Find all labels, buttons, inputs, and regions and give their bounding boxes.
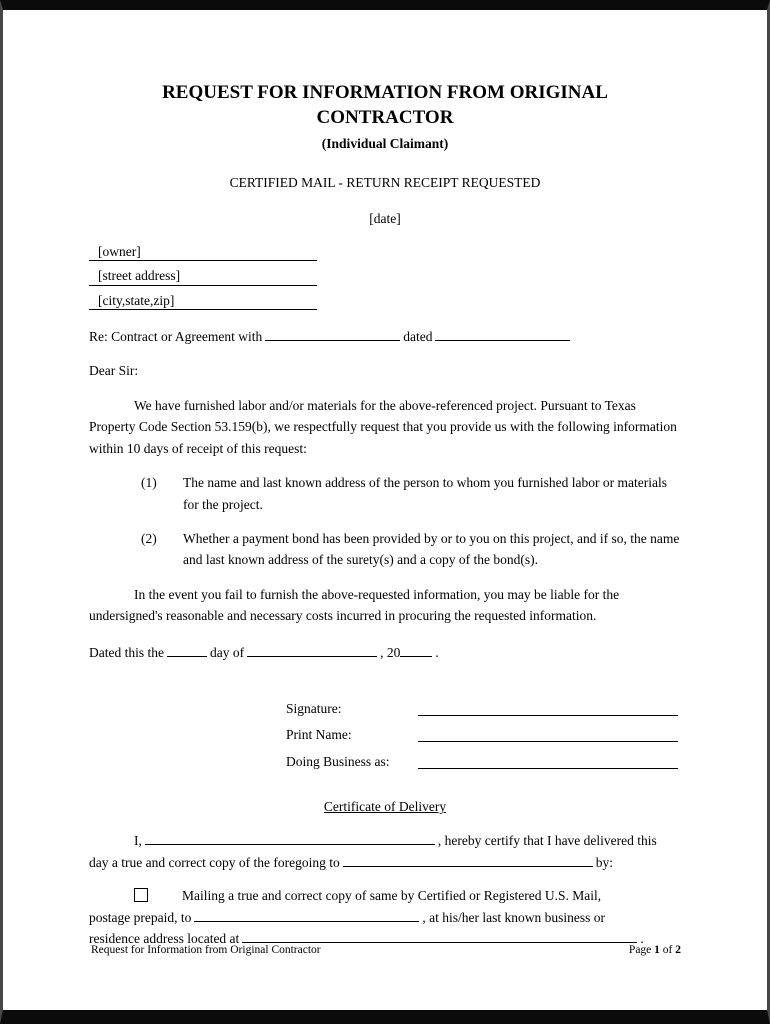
list-item-2-text: Whether a payment bond has been provided by or to you on this project, and if so, the name and last known address of the surety(s) and a copy of the bond(s). bbox=[183, 530, 680, 568]
signature-row bbox=[286, 698, 681, 720]
doing-business-as-label: Doing Business as: bbox=[286, 753, 390, 769]
contract-with-blank bbox=[265, 329, 400, 341]
signature-label: Signature: bbox=[286, 700, 342, 716]
list-item-2-number: (2) bbox=[141, 530, 157, 546]
certificate-line-2 bbox=[89, 852, 681, 874]
certificate-i-text: I, bbox=[134, 832, 142, 848]
re-line-text: Re: Contract or Agreement with bbox=[89, 329, 263, 345]
address-row-owner bbox=[89, 245, 681, 262]
mailing-checkbox bbox=[134, 888, 148, 902]
document-subtitle: (Individual Claimant) bbox=[321, 136, 449, 152]
document-title bbox=[89, 80, 681, 130]
mailing-text-3: , at his/her last known business or bbox=[422, 909, 605, 925]
dated-year-blank bbox=[400, 645, 432, 657]
document-content bbox=[3, 80, 767, 950]
certifier-name-blank bbox=[145, 833, 435, 845]
mailing-text-2: postage prepaid, to bbox=[89, 909, 192, 925]
doing-business-as-blank bbox=[418, 751, 678, 769]
footer-page-number: 1 bbox=[654, 943, 660, 956]
signature-blank bbox=[418, 698, 678, 716]
footer-page-total: 2 bbox=[675, 943, 681, 956]
document-title-line2: CONTRACTOR bbox=[316, 107, 454, 129]
re-line bbox=[89, 326, 681, 348]
mailing-line-1 bbox=[89, 885, 681, 907]
print-name-label: Print Name: bbox=[286, 727, 352, 743]
list-item-2 bbox=[141, 528, 681, 571]
page-footer bbox=[91, 941, 681, 959]
certificate-certify-text: , hereby certify that I have delivered this bbox=[437, 832, 657, 848]
dated-day-blank bbox=[167, 645, 207, 657]
liability-paragraph: In the event you fail to furnish the above-requested information, you may be liable for the undersigned's reasonable and necessary costs incurred in procuring the requested information. bbox=[89, 586, 620, 624]
street-address-placeholder: [street address] bbox=[89, 269, 317, 286]
owner-placeholder: [owner] bbox=[89, 245, 317, 262]
list-item-1-number: (1) bbox=[141, 475, 157, 491]
dated-text-4: . bbox=[435, 644, 439, 660]
salutation: Dear Sir: bbox=[89, 363, 139, 379]
mailing-text-5: . bbox=[640, 931, 644, 947]
certified-mail-line: CERTIFIED MAIL - RETURN RECEIPT REQUESTED bbox=[229, 174, 541, 190]
intro-paragraph: We have furnished labor and/or materials for the above-referenced project. Pursuant to Texas Property Code Section 53.159(b), we respectfully request that you provide us with the following information within 10 days of receipt of this request: bbox=[89, 397, 677, 456]
footer-page-mid: of bbox=[659, 943, 676, 956]
print-name-blank bbox=[418, 724, 678, 742]
city-state-zip-placeholder: [city,state,zip] bbox=[89, 294, 317, 311]
dated-line bbox=[89, 642, 681, 664]
signature-block bbox=[89, 698, 681, 773]
address-row-city bbox=[89, 294, 681, 311]
certificate-foregoing-text: day a true and correct copy of the foregoing to bbox=[89, 854, 340, 870]
certificate-line-1 bbox=[89, 830, 681, 852]
footer-page-indicator bbox=[629, 941, 681, 959]
document-title-line1: REQUEST FOR INFORMATION FROM ORIGINAL bbox=[162, 82, 608, 103]
dated-text-1: Dated this the bbox=[89, 644, 164, 660]
address-row-street bbox=[89, 269, 681, 286]
mailing-text-1: Mailing a true and correct copy of same by Certified or Registered U.S. Mail, bbox=[182, 888, 602, 904]
certificate-by-text: by: bbox=[595, 854, 614, 870]
dated-month-blank bbox=[247, 645, 377, 657]
date-placeholder: [date] bbox=[369, 211, 401, 227]
doing-business-as-row bbox=[286, 751, 681, 773]
mailed-to-blank bbox=[194, 910, 419, 922]
re-line-dated-text: dated bbox=[403, 329, 433, 345]
dated-text-3: , 20 bbox=[380, 644, 401, 660]
delivered-to-blank bbox=[343, 855, 593, 867]
mailing-line-2 bbox=[89, 907, 681, 929]
footer-page-prefix: Page bbox=[628, 943, 655, 956]
mailing-text-4: residence address located at bbox=[89, 931, 240, 947]
print-name-row bbox=[286, 724, 681, 746]
contract-dated-blank bbox=[435, 329, 570, 341]
footer-document-name: Request for Information from Original Contractor bbox=[91, 943, 321, 956]
recipient-address-block bbox=[89, 245, 681, 311]
certificate-of-delivery-heading: Certificate of Delivery bbox=[323, 799, 447, 815]
list-item-1 bbox=[141, 472, 681, 515]
list-item-1-text: The name and last known address of the person to whom you furnished labor or materials for the project. bbox=[183, 475, 668, 512]
dated-text-2: day of bbox=[209, 644, 245, 660]
